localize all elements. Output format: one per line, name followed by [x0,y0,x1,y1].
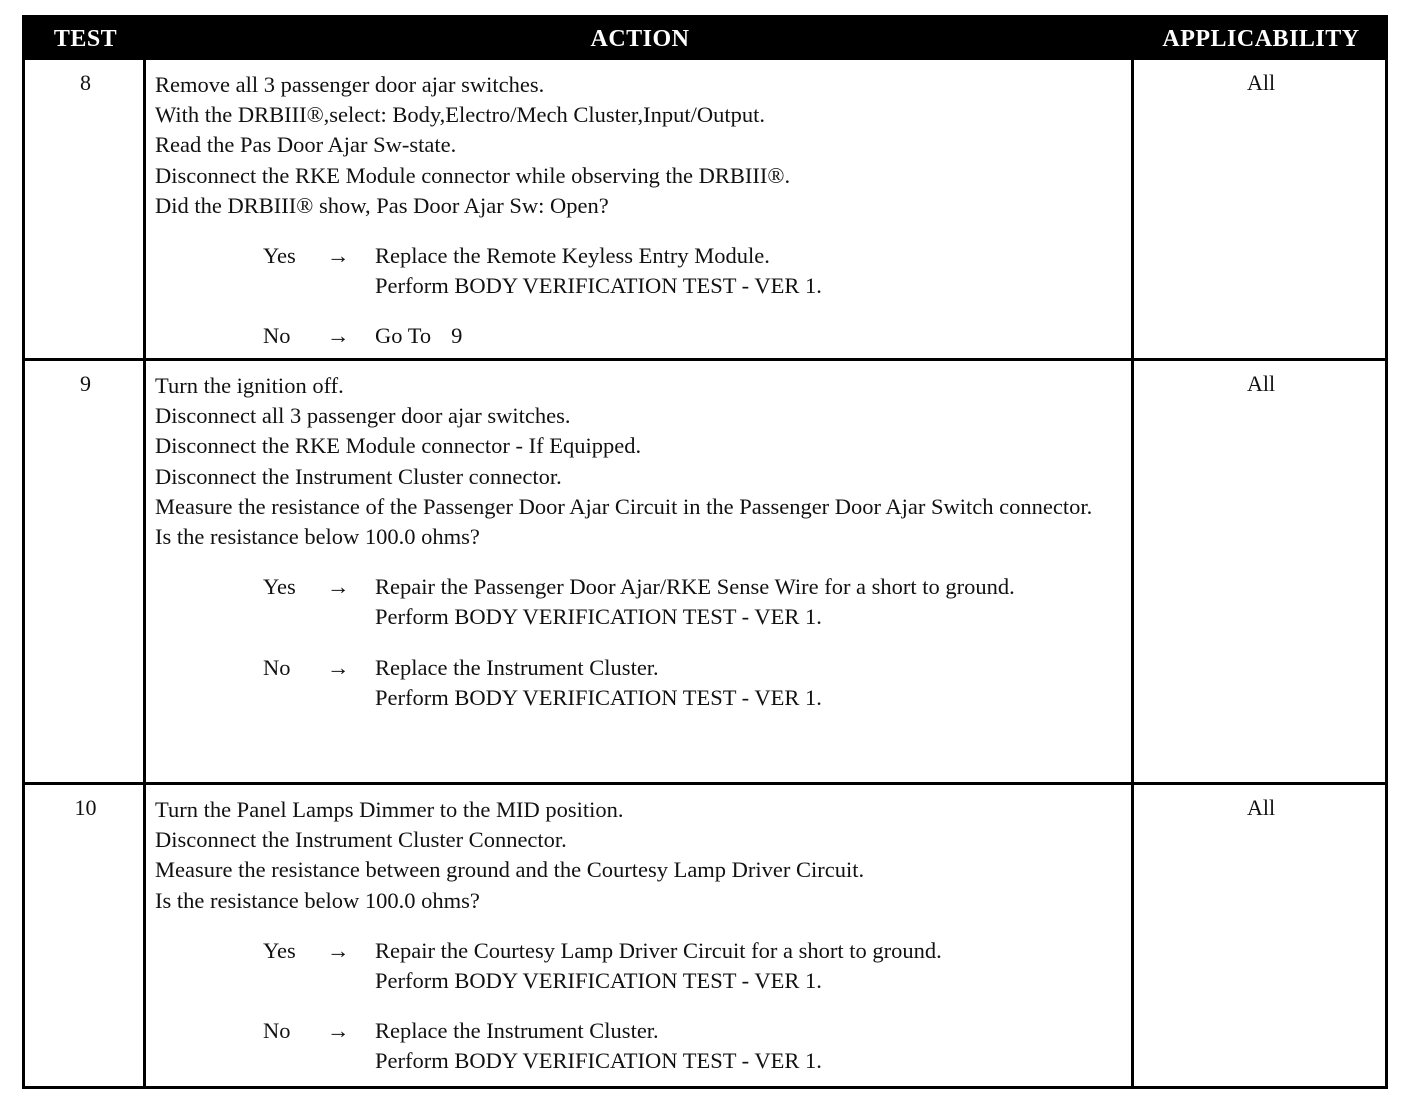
outcome-line: Repair the Courtesy Lamp Driver Circuit for a short to ground. [375,937,942,963]
diagnostic-test-table [22,15,1388,1089]
action-step: Turn the ignition off. [155,373,344,398]
action-step: Disconnect the RKE Module connector - If Equipped. [155,433,642,459]
goto-line [375,321,1127,351]
arrow-icon: → [327,654,350,680]
action-step: Turn the Panel Lamps Dimmer to the MID position. [155,797,624,822]
action-cell [155,795,1127,1077]
table-row-test-10 [25,785,1385,1085]
action-step: Is the resistance below 100.0 ohms? [155,524,480,550]
yes-label: Yes [263,937,296,963]
test-number: 10 [74,795,97,820]
outcome-line: Replace the Instrument Cluster. [375,654,659,680]
goto-text: Go To [375,323,432,349]
action-step: Disconnect the Instrument Cluster Connector. [155,827,567,853]
table-row-test-9 [25,361,1385,783]
action-step: Read the Pas Door Ajar Sw-state. [155,132,457,158]
yes-outcome [155,241,1127,301]
table-row-test-8 [25,60,1385,360]
no-outcome [155,653,1127,713]
arrow-icon: → [327,1018,350,1044]
outcome-line: Perform BODY VERIFICATION TEST - VER 1. [375,604,822,630]
goto-step-link[interactable]: 9 [451,323,463,349]
test-number: 9 [80,371,91,396]
arrow-icon: → [327,323,350,349]
yes-outcome [155,936,1127,996]
header-test: TEST [53,26,118,52]
no-label: No [263,654,291,680]
applicability-cell: All [1246,371,1276,396]
action-step: Remove all 3 passenger door ajar switches. [155,72,545,97]
table-header [25,18,1385,60]
no-label: No [263,323,291,349]
action-step: Is the resistance below 100.0 ohms? [155,887,480,913]
action-cell [155,70,1127,352]
action-step: Measure the resistance between ground and the Courtesy Lamp Driver Circuit. [155,857,865,883]
header-action: ACTION [590,26,690,52]
arrow-icon: → [327,937,350,963]
arrow-icon: → [327,574,350,600]
action-step: Did the DRBIII® show, Pas Door Ajar Sw: Open? [155,192,609,218]
no-outcome [155,1016,1127,1076]
outcome-line: Perform BODY VERIFICATION TEST - VER 1. [375,1048,822,1074]
yes-label: Yes [263,574,296,600]
no-outcome [155,321,1127,351]
action-step: With the DRBIII®,select: Body,Electro/Mech Cluster,Input/Output. [155,102,765,128]
outcome-line: Replace the Remote Keyless Entry Module. [375,243,770,269]
action-step: Measure the resistance of the Passenger Door Ajar Circuit in the Passenger Door Ajar Switch connector. [155,493,1093,519]
no-label: No [263,1018,291,1044]
outcome-line: Perform BODY VERIFICATION TEST - VER 1. [375,273,822,299]
outcome-line: Perform BODY VERIFICATION TEST - VER 1. [375,684,822,710]
outcome-line: Perform BODY VERIFICATION TEST - VER 1. [375,968,822,994]
action-step: Disconnect the Instrument Cluster connector. [155,463,562,489]
yes-label: Yes [263,243,296,269]
applicability-cell: All [1246,70,1276,95]
outcome-line: Repair the Passenger Door Ajar/RKE Sense Wire for a short to ground. [375,574,1015,600]
action-cell [155,371,1127,713]
action-step: Disconnect the RKE Module connector while observing the DRBIII®. [155,162,791,188]
outcome-line: Replace the Instrument Cluster. [375,1018,659,1044]
applicability-cell: All [1246,795,1276,820]
test-number: 8 [80,70,91,95]
arrow-icon: → [327,243,350,269]
action-step: Disconnect all 3 passenger door ajar switches. [155,403,571,429]
yes-outcome [155,572,1127,632]
header-applicability: APPLICABILITY [1162,26,1360,52]
